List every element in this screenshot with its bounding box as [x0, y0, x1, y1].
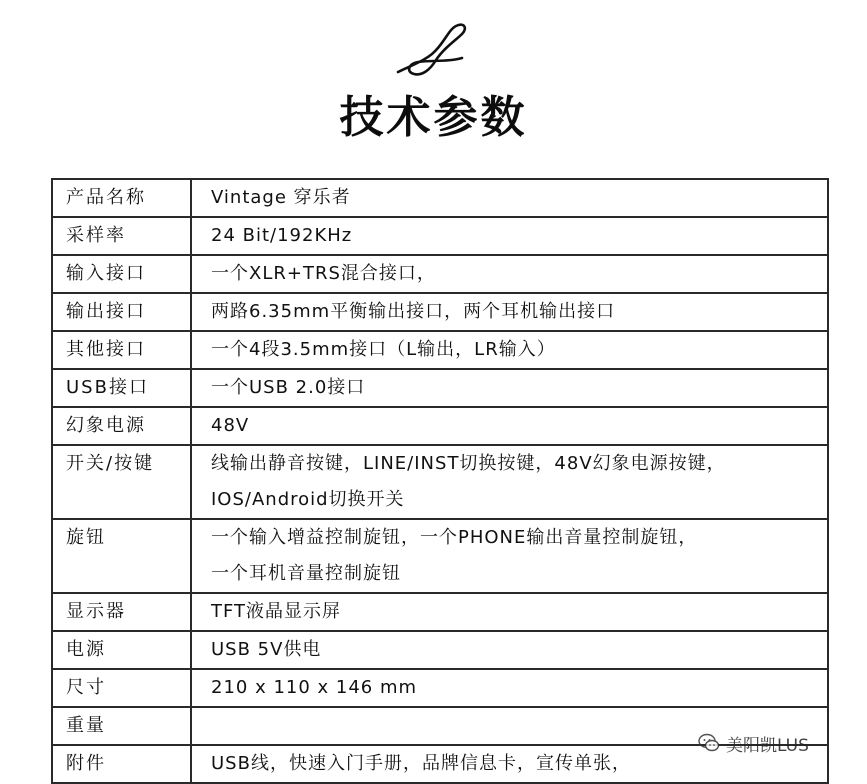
spec-value [191, 631, 828, 669]
spec-value [191, 519, 828, 593]
spec-label: 输出接口 [52, 293, 191, 331]
spec-value [191, 369, 828, 407]
spec-value [191, 593, 828, 631]
spec-label: 尺寸 [52, 669, 191, 707]
spec-value [191, 179, 828, 217]
spec-value [191, 217, 828, 255]
spec-label: 重量 [52, 707, 191, 745]
spec-value [191, 407, 828, 445]
spec-value-line: 一个输入增益控制旋钮，一个PHONE输出音量控制旋钮， [211, 527, 698, 548]
spec-value-line: 210 x 110 x 146 mm [211, 677, 418, 698]
spec-label: 采样率 [52, 217, 191, 255]
spec-label: 输入接口 [52, 255, 191, 293]
spec-row [52, 407, 828, 445]
spec-label: 附件 [52, 745, 191, 783]
spec-value-line: TFT液晶显示屏 [211, 601, 342, 622]
spec-label: 旋钮 [52, 519, 191, 593]
spec-label: 幻象电源 [52, 407, 191, 445]
spec-label: USB接口 [52, 369, 191, 407]
spec-row [52, 331, 828, 369]
spec-row [52, 445, 828, 519]
spec-value-line: 一个耳机音量控制旋钮 [211, 563, 401, 584]
spec-label: 产品名称 [52, 179, 191, 217]
spec-value-line: 一个USB 2.0接口 [211, 377, 366, 398]
spec-value-line: IOS/Android切换开关 [211, 489, 405, 510]
spec-row [52, 217, 828, 255]
spec-value-line: 两路6.35mm平衡输出接口，两个耳机输出接口 [211, 301, 616, 322]
spec-row [52, 631, 828, 669]
spec-label: 电源 [52, 631, 191, 669]
spec-value [191, 255, 828, 293]
spec-row [52, 519, 828, 593]
spec-row [52, 669, 828, 707]
spec-label: 开关/按键 [52, 445, 191, 519]
page-title: 技术参数 [339, 92, 528, 143]
script-f-logo-icon [392, 18, 472, 80]
spec-value-line: Vintage 穿乐者 [211, 187, 351, 208]
spec-row [52, 179, 828, 217]
spec-label: 其他接口 [52, 331, 191, 369]
spec-label: 显示器 [52, 593, 191, 631]
spec-value [191, 293, 828, 331]
spec-value-line: 48V [211, 415, 250, 436]
watermark-text: 美阳凯LUS [726, 735, 809, 756]
spec-value [191, 331, 828, 369]
spec-value-line: USB 5V供电 [211, 639, 322, 660]
wechat-icon [698, 732, 720, 754]
spec-row [52, 255, 828, 293]
spec-value [191, 445, 828, 519]
spec-value-line: USB线，快速入门手册，品牌信息卡，宣传单张， [211, 753, 631, 774]
spec-row [52, 593, 828, 631]
spec-row [52, 369, 828, 407]
spec-value-line: 一个4段3.5mm接口（L输出，LR输入） [211, 339, 556, 360]
spec-value [191, 669, 828, 707]
watermark [698, 729, 809, 757]
spec-value-line: 线输出静音按键，LINE/INST切换按键，48V幻象电源按键， [211, 453, 726, 474]
spec-value-line: 一个XLR+TRS混合接口， [211, 263, 436, 284]
spec-row [52, 293, 828, 331]
spec-value-line: 24 Bit/192KHz [211, 225, 353, 246]
specs-table [51, 178, 829, 784]
